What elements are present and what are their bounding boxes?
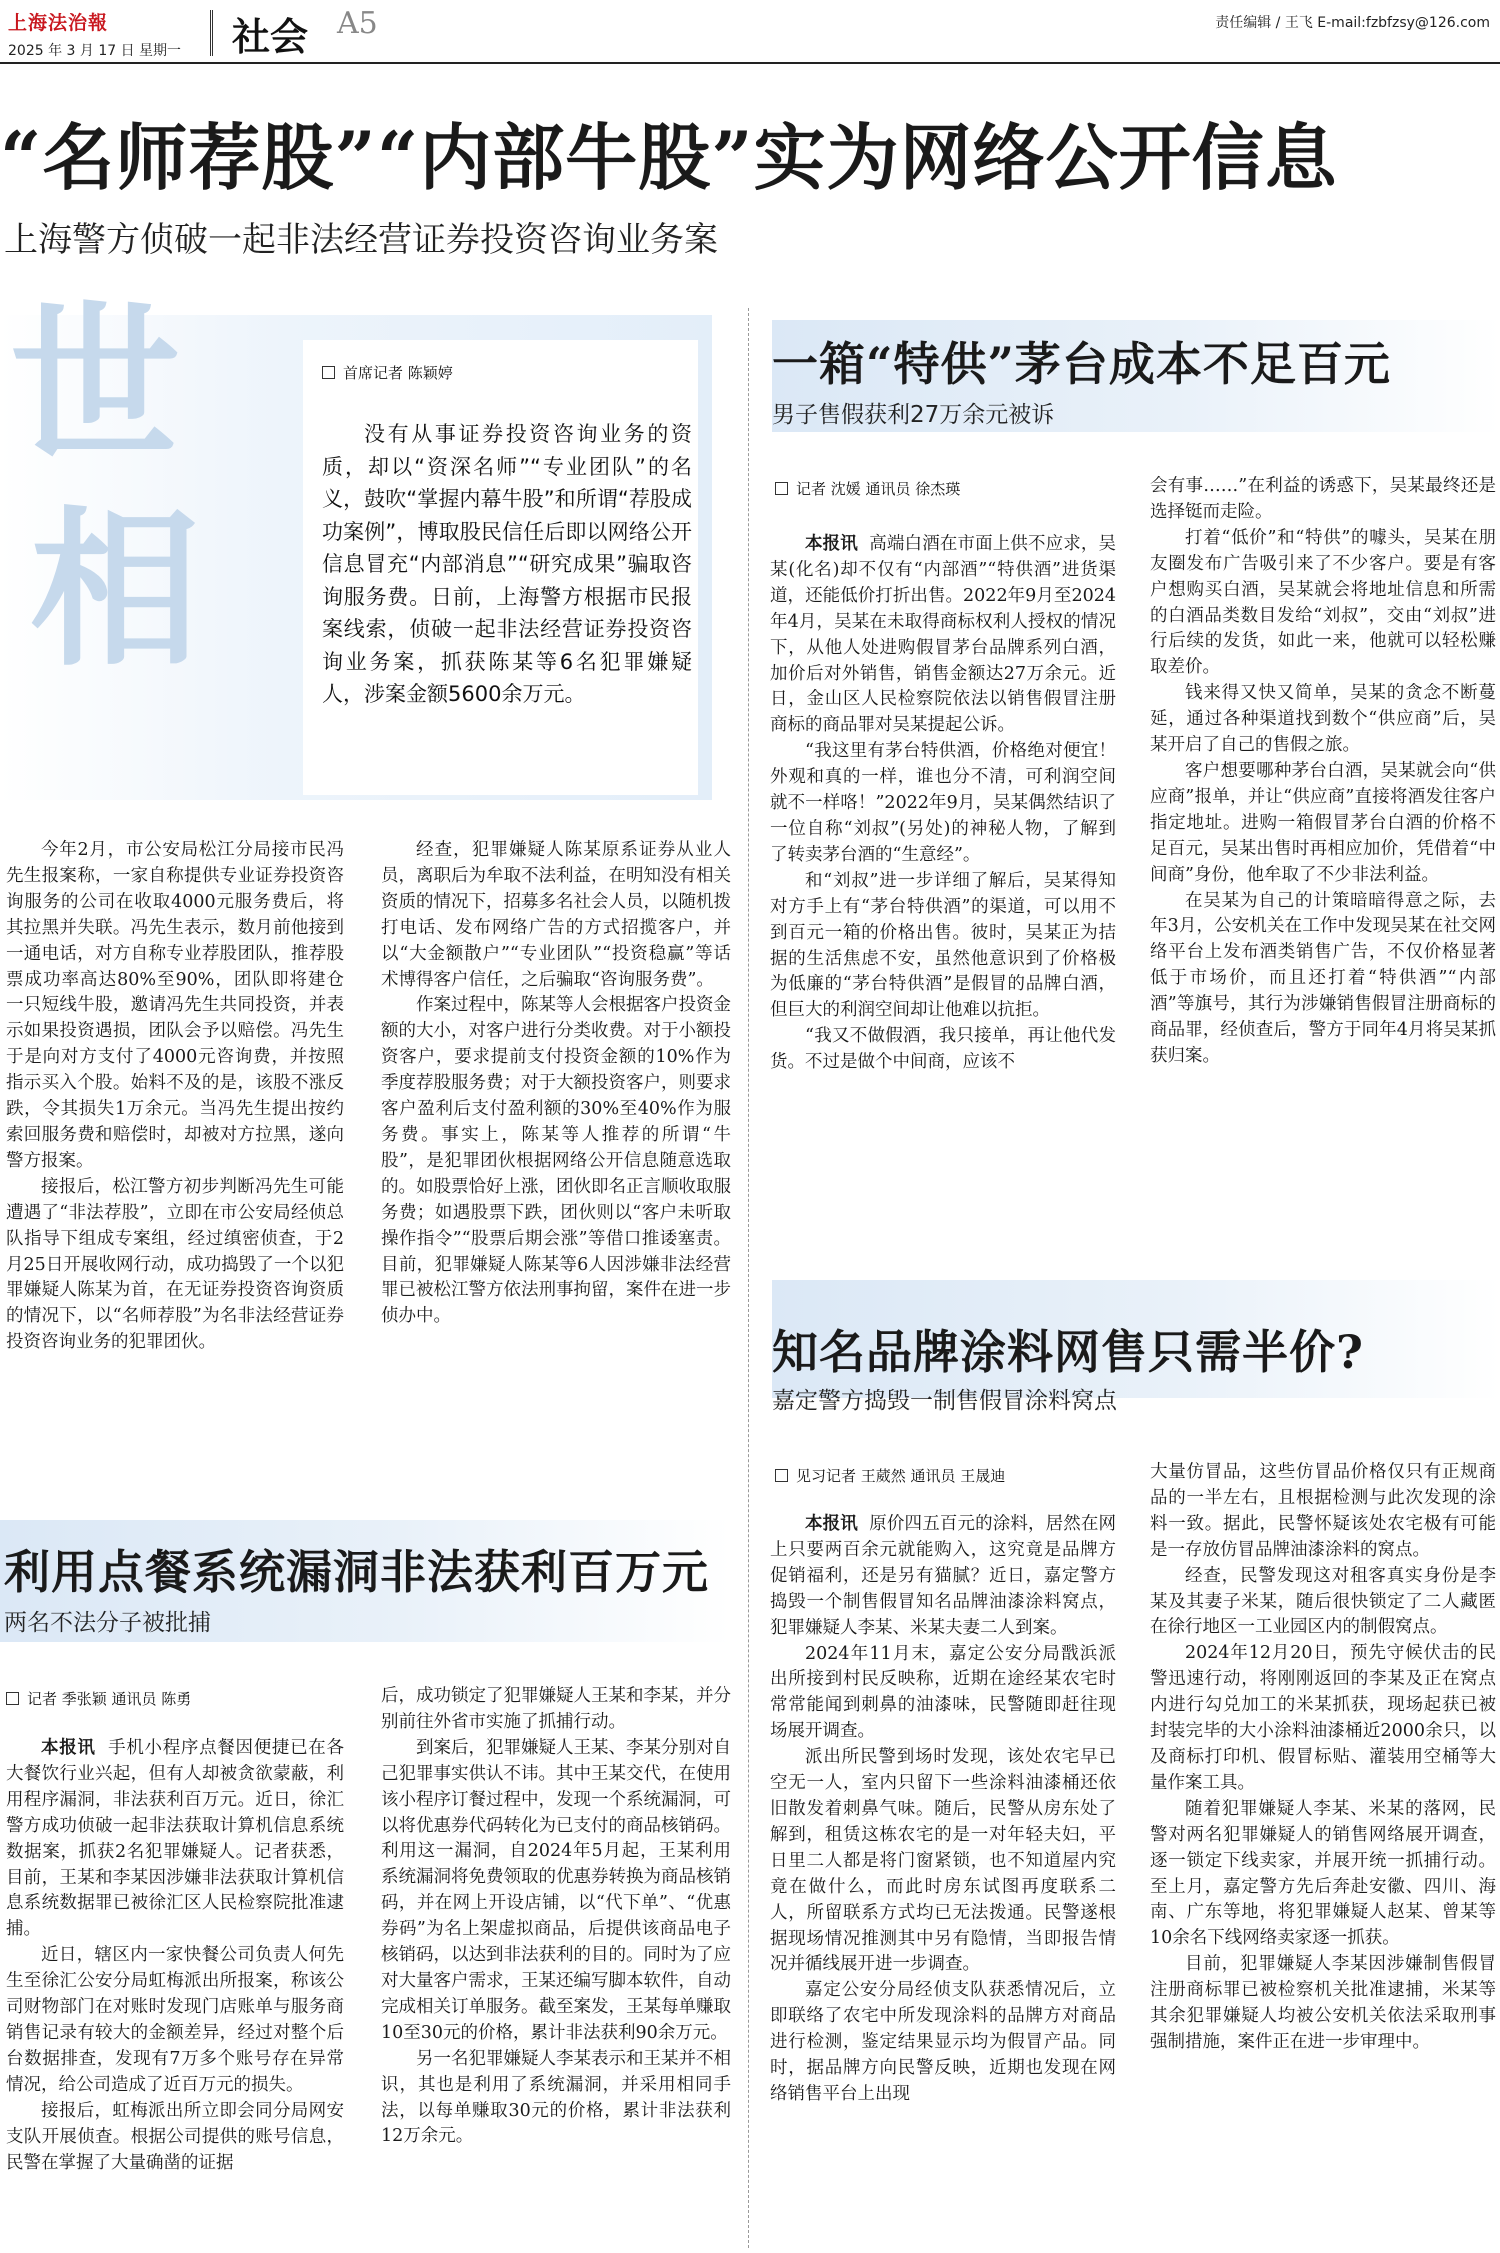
header-separator [210,10,213,56]
column-divider [748,308,749,2248]
publication-date: 2025 年 3 月 17 日 星期一 [8,43,182,59]
paragraph: 在吴某为自己的计策暗暗得意之际，去年3月，公安机关在工作中发现吴某在社交网络平台上发布酒类销售广告，不仅价格显著低于市场价，而且还打着“特供酒”“内部酒”等旗号，其行为涉嫌销售假冒注册商标的商品罪，经侦查后，警方于同年4月将吴某抓获归案。 [1150,890,1496,1066]
byline-box-icon [6,1692,19,1705]
order-byline: 记者 季张颖 通讯员 陈勇 [6,1688,191,1709]
decorative-character-shi: 世 [10,285,181,485]
paragraph: 接报后，虹梅派出所立即会同分局网安支队开展侦查。根据公司提供的账号信息，民警在掌握了大量确凿的证据 [6,2100,344,2173]
paragraph: 2024年12月20日，预先守候伏击的民警迅速行动，将刚刚返回的李某及正在窝点内进行勾兑加工的米某抓获，现场起获已被封装完毕的大小涂料油漆桶近2000余只，以及商标打印机、假冒标贴、灌装用空桶等大量作案工具。 [1150,1643,1496,1793]
page-number: A5 [337,6,378,41]
paragraph: 派出所民警到场时发现，该处农宅早已空无一人，室内只留下一些涂料油漆桶还依旧散发着刺鼻气味。随后，民警从房东处了解到，租赁这栋农宅的是一对年轻夫妇，平日里二人都是将门窗紧锁，也不知道屋内究竟在做什么，而此时房东试图再度联系二人，所留联系方式均已无法拨通。民警遂根据现场情况推测其中另有隐情，当即报告情况并循线展开进一步调查。 [770,1747,1116,1975]
section-name: 社会 [232,15,309,59]
paragraph: 2024年11月末，嘉定公安分局戬浜派出所接到村民反映称，近期在途经某农宅时常常能闻到刺鼻的油漆味，民警随即赶往现场展开调查。 [770,1643,1116,1742]
paragraph: “我又不做假酒，我只接单，再让他代发货。不过是做个中间商，应该不 [770,1026,1116,1073]
paragraph: “我这里有茅台特供酒，价格绝对便宜！外观和真的一样，谁也分不清，可利润空间就不一样咯！”2022年9月，吴某偶然结识了一位自称“刘叔”(另处)的神秘人物，了解到了转卖茅台酒的“生意经”。 [770,741,1116,865]
main-subheadline: 上海警方侦破一起非法经营证券投资咨询业务案 [4,220,718,260]
moutai-column-2 [1150,474,1496,1070]
order-headline: 利用点餐系统漏洞非法获利百万元 [4,1545,709,1599]
main-headline: “名师荐股”“内部牛股”实为网络公开信息 [0,115,1338,200]
byline-box-icon [775,482,788,495]
paragraph: 嘉定公安分局经侦支队获悉情况后，立即联络了农宅中所发现涂料的品牌方对商品进行检测，鉴定结果显示均为假冒产品。同时，据品牌方向民警反映，近期也发现在网络销售平台上出现 [770,1980,1116,2104]
order-subheadline: 两名不法分子被批捕 [4,1610,211,1636]
paragraph: 打着“低价”和“特供”的噱头，吴某在朋友圈发布广告吸引来了不少客户。要是有客户想购买白酒，吴某就会将地址信息和所需的白酒品类数目发给“刘叔”，交由“刘叔”进行后续的发货，如此一来，他就可以轻松赚取差价。 [1150,527,1496,678]
lead-mark: 本报讯 [805,1514,858,1534]
main-story-column-2 [381,838,731,1330]
paragraph: 本报讯 手机小程序点餐因便捷已在各大餐饮行业兴起，但有人却被贪欲蒙蔽，利用程序漏洞，非法获利百万元。近日，徐汇警方成功侦破一起非法获取计算机信息系统数据案，抓获2名犯罪嫌疑人。记者获悉，目前，王某和李某因涉嫌非法获取计算机信息系统数据罪已被徐汇区人民检察院批准逮捕。 [6,1738,344,1940]
paragraph: 近日，辖区内一家快餐公司负责人何先生至徐汇公安分局虹梅派出所报案，称该公司财物部门在对账时发现门店账单与服务商销售记录有较大的金额差异，经过对整个后台数据排查，发现有7万多个账号存在异常情况，给公司造成了近百万元的损失。 [6,1945,344,2095]
order-column-2 [381,1684,731,2150]
paint-subheadline: 嘉定警方捣毁一制售假冒涂料窝点 [772,1388,1117,1414]
paint-headline: 知名品牌涂料网售只需半价? [772,1325,1364,1379]
paragraph: 和“刘叔”进一步详细了解后，吴某得知对方手上有“茅台特供酒”的渠道，可以用不到百元一箱的价格出售。彼时，吴某正为拮据的生活焦虑不安，虽然他意识到了价格极为低廉的“茅台特供酒”是假冒的品牌白酒，但巨大的利润空间却让他难以抗拒。 [770,870,1116,1021]
byline-box-icon [775,1469,788,1482]
paragraph: 接报后，松江警方初步判断冯先生可能遭遇了“非法荐股”，立即在市公安局经侦总队指导下组成专案组，经过缜密侦查，于2月25日开展收网行动，成功捣毁了一个以犯罪嫌疑人陈某为首，在无证券投资咨询资质的情况下，以“名师荐股”为名非法经营证券投资咨询业务的犯罪团伙。 [6,1176,344,1353]
paint-column-2 [1150,1460,1496,2056]
moutai-column-1 [770,532,1116,1076]
paragraph: 后，成功锁定了犯罪嫌疑人王某和李某，并分别前往外省市实施了抓捕行动。 [381,1686,731,1732]
paragraph: 到案后，犯罪嫌疑人王某、李某分别对自己犯罪事实供认不讳。其中王某交代，在使用该小程序订餐过程中，发现一个系统漏洞，可以将优惠券代码转化为已支付的商品核销码。利用这一漏洞，自2024年5月起，王某利用系统漏洞将免费领取的优惠券转换为商品核销码，并在网上开设店铺，以“代下单”、“优惠券码”为名上架虚拟商品，后提供该商品电子核销码，以达到非法获利的目的。同时为了应对大量客户需求，王某还编写脚本软件，自动完成相关订单服务。截至案发，王某每单赚取10至30元的价格，累计非法获利90余万元。 [381,1737,731,2043]
byline-box-icon [322,366,335,379]
paragraph: 本报讯 原价四五百元的涂料，居然在网上只要两百余元就能购入，这究竟是品牌方促销福利，还是另有猫腻？近日，嘉定警方捣毁一个制售假冒知名品牌油漆涂料窝点，犯罪嫌疑人李某、米某夫妻二人到案。 [770,1514,1116,1638]
lead-mark: 本报讯 [41,1738,96,1758]
header-rule [0,62,1500,64]
paragraph: 经查，民警发现这对租客真实身份是李某及其妻子米某，随后很快锁定了二人藏匿在徐行地区一工业园区内的制假窝点。 [1150,1565,1496,1638]
paragraph: 另一名犯罪嫌疑人李某表示和王某并不相识，其也是利用了系统漏洞，并采用相同手法，以每单赚取30元的价格，累计非法获利12万余元。 [381,2048,731,2147]
paragraph: 客户想要哪种茅台白酒，吴某就会向“供应商”报单，并让“供应商”直接将酒发往客户指定地址。进购一箱假冒茅台白酒的价格不足百元，吴某出售时再相应加价，凭借着“中间商”身份，他牟取了不少非法利益。 [1150,760,1496,885]
decorative-character-xiang: 相 [30,490,201,690]
paragraph: 钱来得又快又简单，吴某的贪念不断蔓延，通过各种渠道找到数个“供应商”后，吴某开启了自己的售假之旅。 [1150,683,1496,756]
order-column-1 [6,1736,344,2176]
paragraph: 今年2月，市公安局松江分局接市民冯先生报案称，一家自称提供专业证券投资咨询服务的公司在收取4000元服务费后，将其拉黑并失联。冯先生表示，数月前他接到一通电话，对方自称专业荐股团队，推荐股票成功率高达80%至90%，团队即将建仓一只短线牛股，邀请冯先生共同投资，并表示如果投资遇损，团队会予以赔偿。冯先生于是向对方支付了4000元咨询费，并按照指示买入个股。始料不及的是，该股不涨反跌，令其损失1万余元。当冯先生提出按约索回服务费和赔偿时，却被对方拉黑，遂向警方报案。 [6,840,344,1171]
main-lead-paragraph: 没有从事证券投资咨询业务的资质，却以“资深名师”“专业团队”的名义，鼓吹“掌握内幕牛股”和所谓“荐股成功案例”，博取股民信任后即以网络公开信息冒充“内部消息”“研究成果”骗取咨询服务费。日前，上海警方根据市民报案线索，侦破一起非法经营证券投资咨询业务案，抓获陈某等6名犯罪嫌疑人，涉案金额5600余万元。 [322,422,692,706]
moutai-byline: 记者 沈媛 通讯员 徐杰瑛 [775,478,960,499]
paint-byline: 见习记者 王葳然 通讯员 王晟迪 [775,1465,1005,1486]
paragraph: 目前，犯罪嫌疑人李某因涉嫌制售假冒注册商标罪已被检察机关批准逮捕，米某等其余犯罪嫌疑人均被公安机关依法采取刑事强制措施，案件正在进一步审理中。 [1150,1954,1496,2052]
paragraph: 经查，犯罪嫌疑人陈某原系证券从业人员，离职后为牟取不法利益，在明知没有相关资质的情况下，招募多名社会人员，以随机拨打电话、发布网络广告的方式招揽客户，并以“大金额散户”“专业团队”“投资稳赢”等话术博得客户信任，之后骗取“咨询服务费”。 [381,840,731,990]
paragraph: 会有事……”在利益的诱惑下，吴某最终还是选择铤而走险。 [1150,476,1496,522]
lead-mark: 本报讯 [805,534,858,554]
paragraph: 随着犯罪嫌疑人李某、米某的落网，民警对两名犯罪嫌疑人的销售网络展开调查，逐一锁定下线卖家，并展开统一抓捕行动。至上月，嘉定警方先后奔赴安徽、四川、海南、广东等地，将犯罪嫌疑人赵某、曾某等10余名下线网络卖家逐一抓获。 [1150,1798,1496,1949]
editor-info: 责任编辑 / 王飞 E-mail:fzbfzsy@126.com [1215,15,1490,31]
moutai-subheadline: 男子售假获利27万余元被诉 [772,402,1055,428]
paragraph: 本报讯 高端白酒在市面上供不应求，吴某(化名)却不仅有“内部酒”“特供酒”进货渠道，还能低价打折出售。2022年9月至2024年4月，吴某在未取得商标权利人授权的情况下，从他人处进购假冒茅台品牌系列白酒，加价后对外销售，销售金额达27万余元。近日，金山区人民检察院依法以销售假冒注册商标的商品罪对吴某提起公诉。 [770,534,1116,736]
main-story-column-1 [6,838,344,1356]
paragraph: 作案过程中，陈某等人会根据客户投资金额的大小，对客户进行分类收费。对于小额投资客户，要求提前支付投资金额的10%作为季度荐股服务费；对于大额投资客户，则要求客户盈利后支付盈利额的30%至40%作为服务费。事实上，陈某等人推荐的所谓“牛股”，是犯罪团伙根据网络公开信息随意选取的。如股票恰好上涨，团伙即名正言顺收取服务费；如遇股票下跌，团伙则以“客户未听取操作指令”“股票后期会涨”等借口推诿塞责。目前，犯罪嫌疑人陈某等6人因涉嫌非法经营罪已被松江警方依法刑事拘留，案件在进一步侦办中。 [381,995,731,1327]
main-byline: 首席记者 陈颖婷 [322,362,453,383]
paint-column-1 [770,1512,1116,2108]
paragraph: 大量仿冒品，这些仿冒品价格仅只有正规商品的一半左右，且根据检测与此次发现的涂料一致。据此，民警怀疑该处农宅极有可能是一存放仿冒品牌油漆涂料的窝点。 [1150,1462,1496,1560]
moutai-headline: 一箱“特供”茅台成本不足百元 [772,337,1391,391]
newspaper-logo: 上海法治報 [8,12,109,34]
